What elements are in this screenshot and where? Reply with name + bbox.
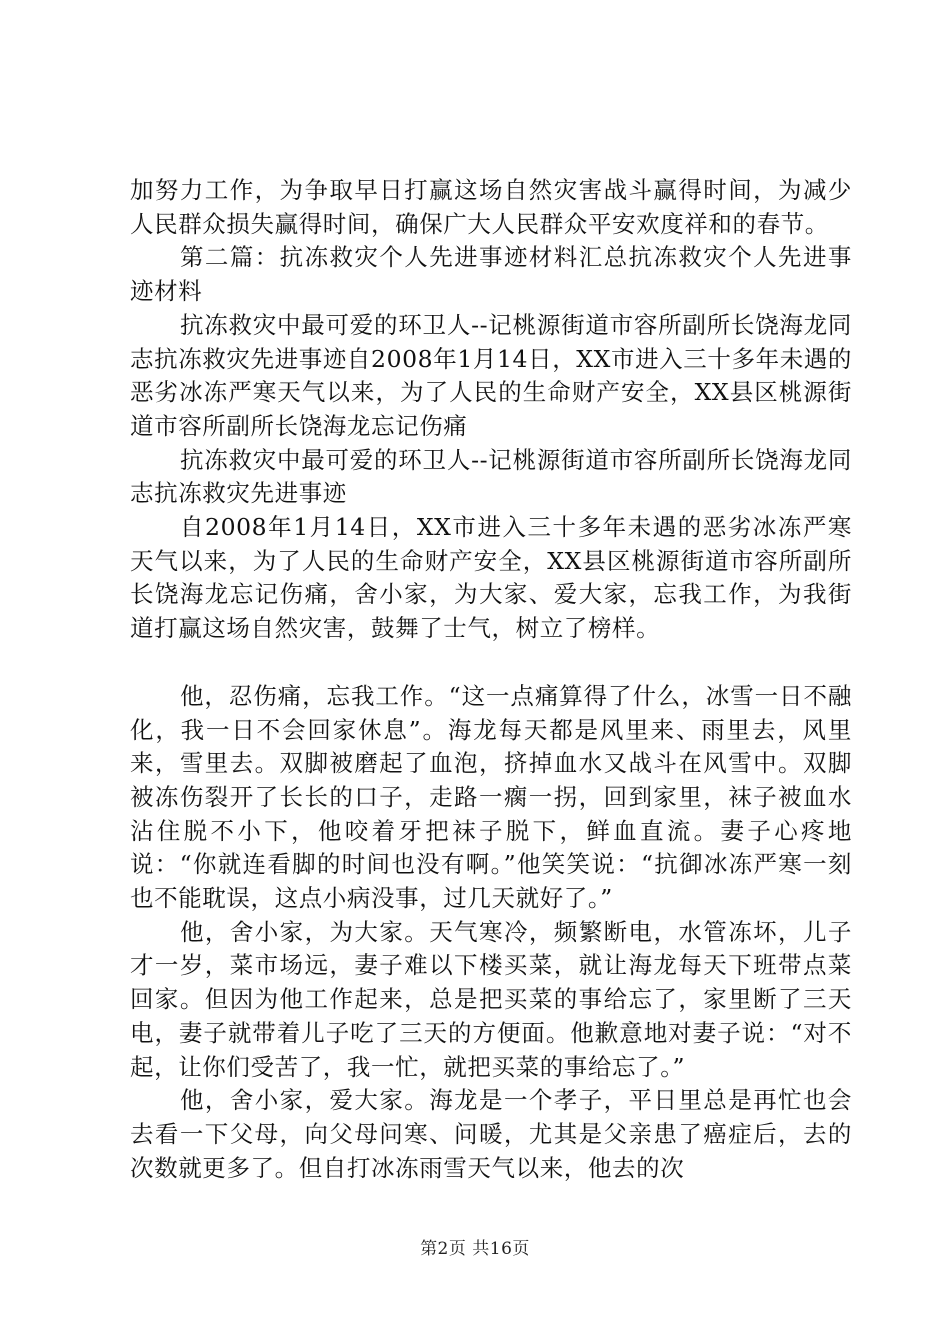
paragraph-endure-pain: 他，忍伤痛，忘我工作。“这一点痛算得了什么，冰雪一日不融化，我一日不会回家休息”。海龙每天都是风里来、雨里去，风里来，雪里去。双脚被磨起了血泡，挤掉血水又战斗在风雪中。双脚被冻伤裂开了长长的口子，走路一瘸一拐，回到家里，袜子被血水沾住脱不小下，他咬着牙把袜子脱下，鲜血直流。妻子心疼地说：“你就连看脚的时间也没有啊。”他笑笑说：“抗御冰冻严寒一刻也不能耽误，这点小病没事，过几天就好了。” xyxy=(130,681,852,913)
document-body xyxy=(130,174,852,1185)
paragraph-love-everyone: 他，舍小家，爱大家。海龙是一个孝子，平日里总是再忙也会去看一下父母，向父母问寒、问暖，尤其是父亲患了癌症后，去的次数就更多了。但自打冰冻雨雪天气以来，他去的次 xyxy=(130,1086,852,1182)
paragraph-for-everyone: 他，舍小家，为大家。天气寒冷，频繁断电，水管冻坏，儿子才一岁，菜市场远，妻子难以下楼买菜，就让海龙每天下班带点菜回家。但因为他工作起来，总是把买菜的事给忘了，家里断了三天电，妻子就带着儿子吃了三天的方便面。他歉意地对妻子说：“对不起，让你们受苦了，我一忙，就把买菜的事给忘了。” xyxy=(130,917,852,1081)
paragraph-gap xyxy=(130,646,852,680)
paragraph-article-title: 抗冻救灾中最可爱的环卫人--记桃源街道市容所副所长饶海龙同志抗冻救灾先进事迹 xyxy=(130,445,852,508)
paragraph-continuation: 加努力工作，为争取早日打赢这场自然灾害战斗赢得时间，为减少人民群众损失赢得时间，确保广大人民群众平安欢度祥和的春节。 xyxy=(130,176,852,238)
page-number-footer: 第2页 共16页 xyxy=(420,1239,530,1259)
paragraph-chapter-heading: 第二篇：抗冻救灾个人先进事迹材料汇总抗冻救灾个人先进事迹材料 xyxy=(130,243,852,306)
paragraph-summary: 抗冻救灾中最可爱的环卫人--记桃源街道市容所副所长饶海龙同志抗冻救灾先进事迹自2008年1月14日，XX市进入三十多年未遇的恶劣冰冻严寒天气以来，为了人民的生命财产安全，XX县区桃源街道市容所副所长饶海龙忘记伤痛 xyxy=(130,310,852,440)
paragraph-intro: 自2008年1月14日，XX市进入三十多年未遇的恶劣冰冻严寒天气以来，为了人民的生命财产安全，XX县区桃源街道市容所副所长饶海龙忘记伤痛，舍小家，为大家、爱大家，忘我工作，为我街道打赢这场自然灾害，鼓舞了士气，树立了榜样。 xyxy=(130,513,852,643)
